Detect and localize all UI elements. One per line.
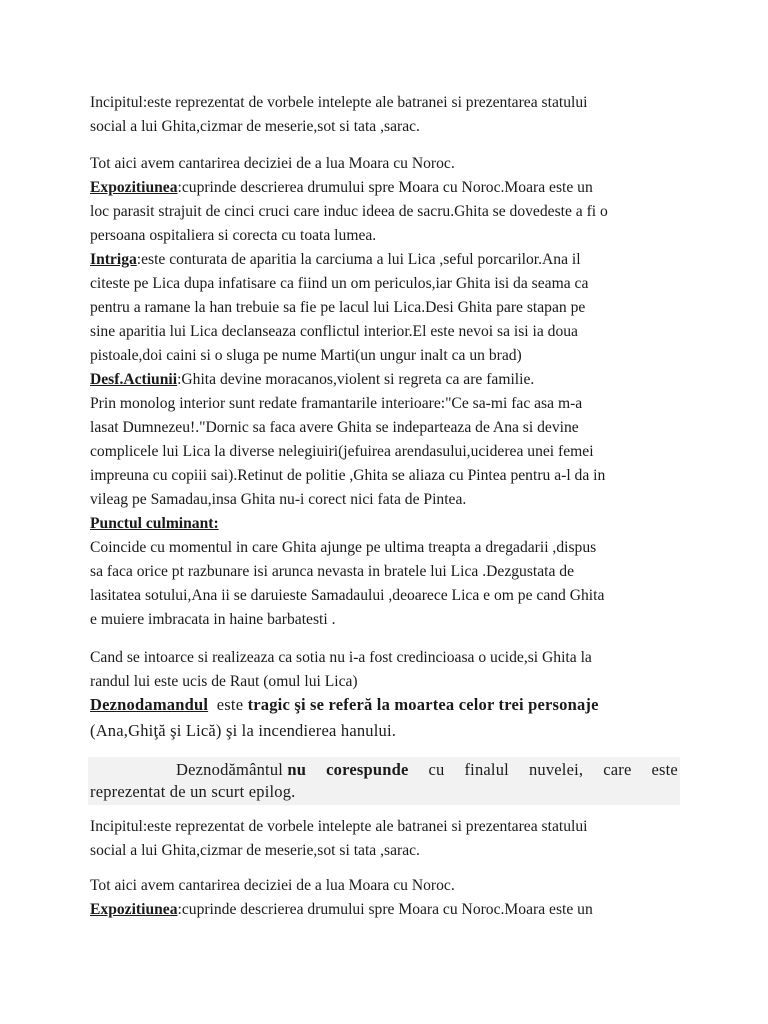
- text-line: sa faca orice pt razbunare isi arunca nevasta in bratele lui Lica .Dezgustata de: [90, 563, 575, 580]
- text-line: complicele lui Lica la diverse nelegiuiri(jefuirea arendasului,uciderea unei femei: [90, 443, 594, 460]
- text-line: e muiere imbracata in haine barbatesti .: [90, 611, 336, 628]
- text-line: randul lui este ucis de Raut (omul lui Lica): [90, 673, 358, 690]
- text-line: social a lui Ghita,cizmar de meserie,sot si tata ,sarac.: [90, 118, 420, 135]
- text-line: (Ana,Ghiţă şi Lică) şi la incendierea hanului.: [90, 721, 397, 740]
- text-line: impreuna cu copiii sai).Retinut de politie ,Ghita se aliaza cu Pintea pentru a-l da in: [90, 467, 606, 484]
- text-fragment: :cuprinde descrierea drumului spre Moara cu Noroc.Moara este un: [177, 901, 593, 918]
- text-line: lasitatea sotului,Ana ii se daruieste Samadaului ,deoarece Lica e om pe cand Ghita: [90, 587, 605, 604]
- text-line: Tot aici avem cantarirea deciziei de a lua Moara cu Noroc.: [90, 155, 455, 172]
- text-fragment: este: [216, 695, 248, 714]
- justified-line: [90, 758, 678, 782]
- desf-actiunii-heading: Desf.Actiunii: [90, 371, 178, 388]
- text-line: reprezentat de un scurt epilog.: [90, 782, 296, 801]
- shaded-paragraph: [90, 758, 690, 804]
- text-line: vileag pe Samadau,insa Ghita nu-i corect nici fata de Pintea.: [90, 491, 467, 508]
- repeat-body: [90, 874, 690, 922]
- text-fragment: nuvelei,: [528, 760, 584, 779]
- expozitiunea-heading: Expozitiunea: [90, 179, 178, 196]
- text-fragment: este: [651, 760, 678, 779]
- repeat-incipit: [90, 815, 690, 863]
- text-line: loc parasit strajuit de cinci cruci care induc ideea de sacru.Ghita se dovedeste a fi o: [90, 203, 608, 220]
- text-fragment: şi se referă la moartea celor trei personaje: [290, 695, 599, 714]
- cand-paragraph: [90, 646, 690, 694]
- text-line: Incipitul:este reprezentat de vorbele intelepte ale batranei si prezentarea statului: [90, 94, 588, 111]
- text-line: persoana ospitaliera si corecta cu toata lumea.: [90, 227, 377, 244]
- text-fragment: finalul: [464, 760, 509, 779]
- desf-line: [90, 368, 690, 392]
- text-line: Coincide cu momentul in care Ghita ajunge pe ultima treapta a dregadarii ,dispus: [90, 539, 597, 556]
- deznodamandul-heading: Deznodamandul: [90, 695, 209, 714]
- text-line: Tot aici avem cantarirea deciziei de a lua Moara cu Noroc.: [90, 877, 455, 894]
- text-line: social a lui Ghita,cizmar de meserie,sot si tata ,sarac.: [90, 842, 420, 859]
- text-line: sine aparitia lui Lica declanseaza conflictul interior.El este nevoi sa isi ia doua: [90, 323, 578, 340]
- text-fragment: :este conturata de aparitia la carciuma a lui Lica ,seful porcarilor.Ana il: [136, 251, 581, 268]
- text-line: pistoale,doi caini si o sluga pe nume Marti(un ungur inalt ca un brad): [90, 347, 522, 364]
- intriga-heading: Intriga: [90, 251, 137, 268]
- text-fragment: tragic: [247, 695, 290, 714]
- expozitiunea-heading: Expozitiunea: [90, 901, 178, 918]
- text-fragment: corespunde: [326, 760, 409, 779]
- intriga-line: [90, 248, 690, 272]
- expozitiunea-line: [90, 898, 690, 922]
- text-line: lasat Dumnezeu!."Dornic sa faca avere Ghita se indeparteaza de Ana si devine: [90, 419, 579, 436]
- text-fragment: Deznodământul nu: [176, 760, 307, 779]
- text-line: pentru a ramane la han trebuie sa fie pe lacul lui Lica.Desi Ghita pare stapan pe: [90, 299, 586, 316]
- incipit-paragraph: [90, 91, 690, 139]
- text-fragment: care: [603, 760, 632, 779]
- deznod-line: [90, 693, 690, 717]
- text-line: Prin monolog interior sunt redate framantarile interioare:"Ce sa-mi fac asa m-a: [90, 395, 583, 412]
- text-line: Incipitul:este reprezentat de vorbele intelepte ale batranei si prezentarea statului: [90, 818, 588, 835]
- punctul-culminant-heading: Punctul culminant:: [90, 515, 219, 532]
- text-line: citeste pe Lica dupa infatisare ca fiind un om periculos,iar Ghita isi da seama ca: [90, 275, 589, 292]
- main-body: [90, 152, 690, 632]
- text-fragment: :cuprinde descrierea drumului spre Moara cu Noroc.Moara este un: [177, 179, 593, 196]
- text-line: Cand se intoarce si realizeaza ca sotia nu i-a fost credincioasa o ucide,si Ghita la: [90, 649, 592, 666]
- deznodamant-paragraph: [90, 693, 690, 743]
- expozitiunea-line: [90, 176, 690, 200]
- text-fragment: :Ghita devine moracanos,violent si regreta ca are familie.: [177, 371, 535, 388]
- text-fragment: cu: [428, 760, 445, 779]
